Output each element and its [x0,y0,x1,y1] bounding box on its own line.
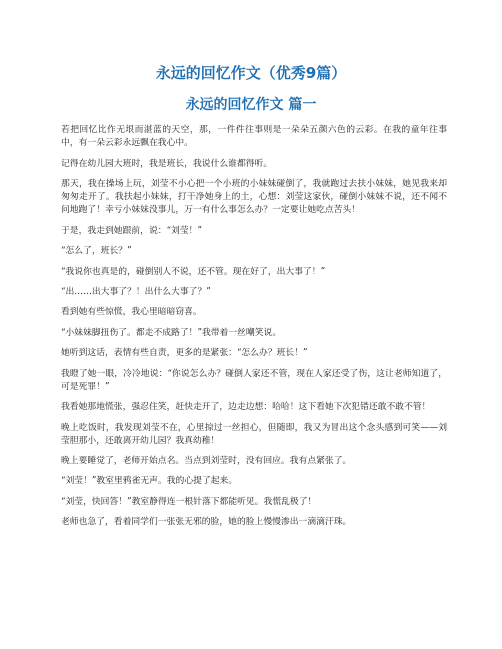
paragraph: 于是，我走到她跟前，说：“刘莹！” [61,225,202,236]
paragraph: 记得在幼儿园大班时，我是班长，我说什么谁都得听。 [61,158,273,169]
paragraph: 我看她那地慌张，强忍住笑，赶快走开了，边走边想：哈哈！这下看她下次犯错还敢不敢不管！ [61,402,431,413]
paragraph: 看到她有些惊慌，我心里暗暗窃喜。 [61,307,202,318]
paragraph: 若把回忆比作无垠而湛蓝的天空，那，一件件往事则是一朵朵五颜六色的云彩。在我的童年往事中，有一朵云彩永远飘在我心中。 [61,125,447,149]
paragraph: “刘莹！”教室里鸦雀无声。我的心提了起来。 [61,476,238,487]
document-title: 永远的回忆作文（优秀9篇） [155,64,347,82]
paragraph: 晚上要睡觉了，老师开始点名。当点到刘莹时，没有回应。我有点紧张了。 [61,456,352,467]
paragraph: 她听到这话，表情有些自责，更多的是紧张：“怎么办？班长！” [61,348,308,359]
paragraph: 晚上吃饭时，我发现刘莹不在，心里掠过一丝担心，但随即，我又为冒出这个念头感到可笑——刘莹胆那小，还敢离开幼儿园？我真幼稚！ [61,422,447,446]
paragraph: “小妹妹脚扭伤了。都走不成路了！”我带着一丝嘲笑说。 [61,327,282,338]
paragraph: “刘莹，快回答！”教室静得连一根针落下都能听见。我慌乱极了！ [61,496,317,507]
article-body [61,124,447,537]
paragraph: “怎么了，班长？” [61,246,132,257]
paragraph: 老师也急了，看着同学们一张张无邪的脸，她的脸上慢慢渗出一滴滴汗珠。 [61,517,352,528]
paragraph: “出……出大事了？！出什么大事了？” [61,286,211,297]
paragraph: 我瞪了她一眼，冷冷地说：“你说怎么办？碰倒人家还不管，现在人家还受了伤，这让老师知道了，可是死罪！” [61,368,447,392]
paragraph: 那天，我在操场上玩，刘莹不小心把一个小班的小妹妹碰倒了，我就跑过去扶小妹妹，她见我来却匆匆走开了。我扶起小妹妹，打干净她身上的土，心想：刘莹这家伙，碰倒小妹妹不说，还不闻不问地跑了！幸亏小妹妹没事儿，万一有什么事怎么办？一定要让她吃点苦头！ [61,178,447,216]
section-title: 永远的回忆作文 篇一 [185,97,317,113]
paragraph: “我说你也真是的，碰倒别人不说，还不管。现在好了，出大事了！” [61,266,326,277]
